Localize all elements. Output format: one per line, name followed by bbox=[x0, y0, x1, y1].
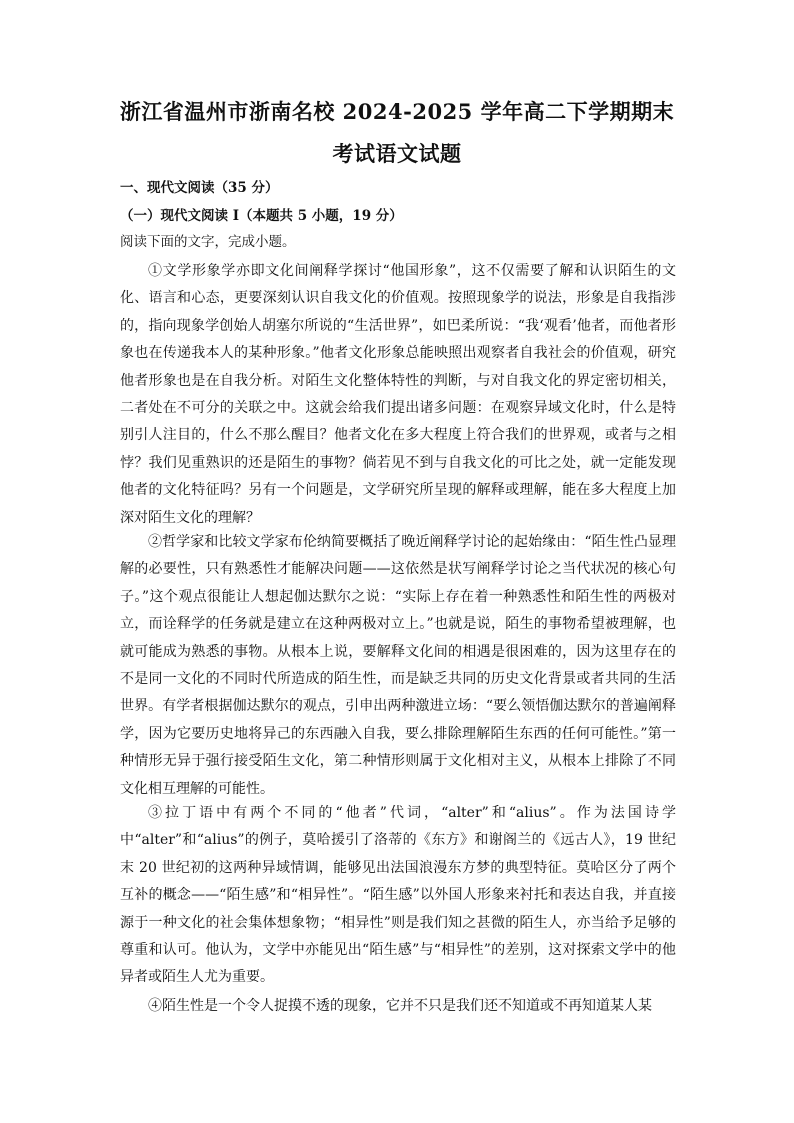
paragraph-4: ④陌生性是一个令人捉摸不透的现象，它并不只是我们还不知道或不再知道某人某 bbox=[148, 998, 652, 1014]
paragraph-2: ②哲学家和比较文学家布伦纳简要概括了晚近阐释学讨论的起始缘由：“陌生性凸显理解的必要性，只有熟悉性才能解决问题——这依然是状写阐释学讨论之当代状况的核心句子。”这个观点很能让人想起伽达默尔之说：“实际上存在着一种熟悉性和陌生性的两极对立，而诠释学的任务就是建立在这种两极对立上。”也就是说，陌生的事物希望被理解，也就可能成为熟悉的事物。从根本上说，要解释文化间的相遇是很困难的，因为这里存在的不是同一文化的不同时代所造成的陌生性，而是缺乏共同的历史文化背景或者共同的生活世界。有学者根据伽达默尔的观点，引申出两种激进立场：“要么领悟伽达默尔的普遍阐释学，因为它要历史地将异己的东西融入自我，要么排除理解陌生东西的任何可能性。”第一种情形无异于强行接受陌生文化，第二种情形则属于文化相对主义，从根本上排除了不同文化相互理解的可能性。 bbox=[120, 534, 676, 797]
subsection-heading-reading-1: （一）现代文阅读 I（本题共 5 小题，19 分） bbox=[120, 208, 403, 224]
section-heading-modern-reading: 一、现代文阅读（35 分） bbox=[120, 180, 279, 196]
paragraph-3: ③拉丁语中有两个不同的“他者”代词，“alter”和“alius”。作为法国诗学中“alter”和“alius”的例子，莫哈援引了洛蒂的《东方》和谢阁兰的《远古人》，19 世纪末 20 世纪初的这两种异域情调，能够见出法国浪漫东方梦的典型特征。莫哈区分了两个互补的概念——“陌生感”和“相异性”。“陌生感”以外国人形象来衬托和表达自我，并直接源于一种文化的社会集体想象物；“相异性”则是我们知之甚微的陌生人，亦当给予足够的尊重和认可。他认为，文学中亦能见出“陌生感”与“相异性”的差别，这对探索文学中的他异者或陌生人尤为重要。 bbox=[120, 805, 676, 986]
document-title-line-1: 浙江省温州市浙南名校 2024-2025 学年高二下学期期末 bbox=[119, 99, 675, 124]
reading-instruction: 阅读下面的文字，完成小题。 bbox=[120, 234, 296, 250]
paragraph-1: ①文学形象学亦即文化间阐释学探讨“他国形象”，这不仅需要了解和认识陌生的文化、语言和心态，更要深刻认识自我文化的价值观。按照现象学的说法，形象是自我指涉的，指向现象学创始人胡塞尔所说的“生活世界”，如巴柔所说：“我‘观看’他者，而他者形象也在传递我本人的某种形象。”他者文化形象总能映照出观察者自我社会的价值观，研究他者形象也是在自我分析。对陌生文化整体特性的判断，与对自我文化的界定密切相关，二者处在不可分的关联之中。这就会给我们提出诸多问题：在观察异域文化时，什么是特别引人注目的，什么不那么醒目？他者文化在多大程度上符合我们的世界观，或者与之相悖？我们见重熟识的还是陌生的事物？倘若见不到与自我文化的可比之处，就一定能发现他者的文化特征吗？另有一个问题是，文学研究所呈现的解释或理解，能在多大程度上加深对陌生文化的理解？ bbox=[120, 263, 676, 526]
document-title-line-2: 考试语文试题 bbox=[332, 141, 462, 166]
